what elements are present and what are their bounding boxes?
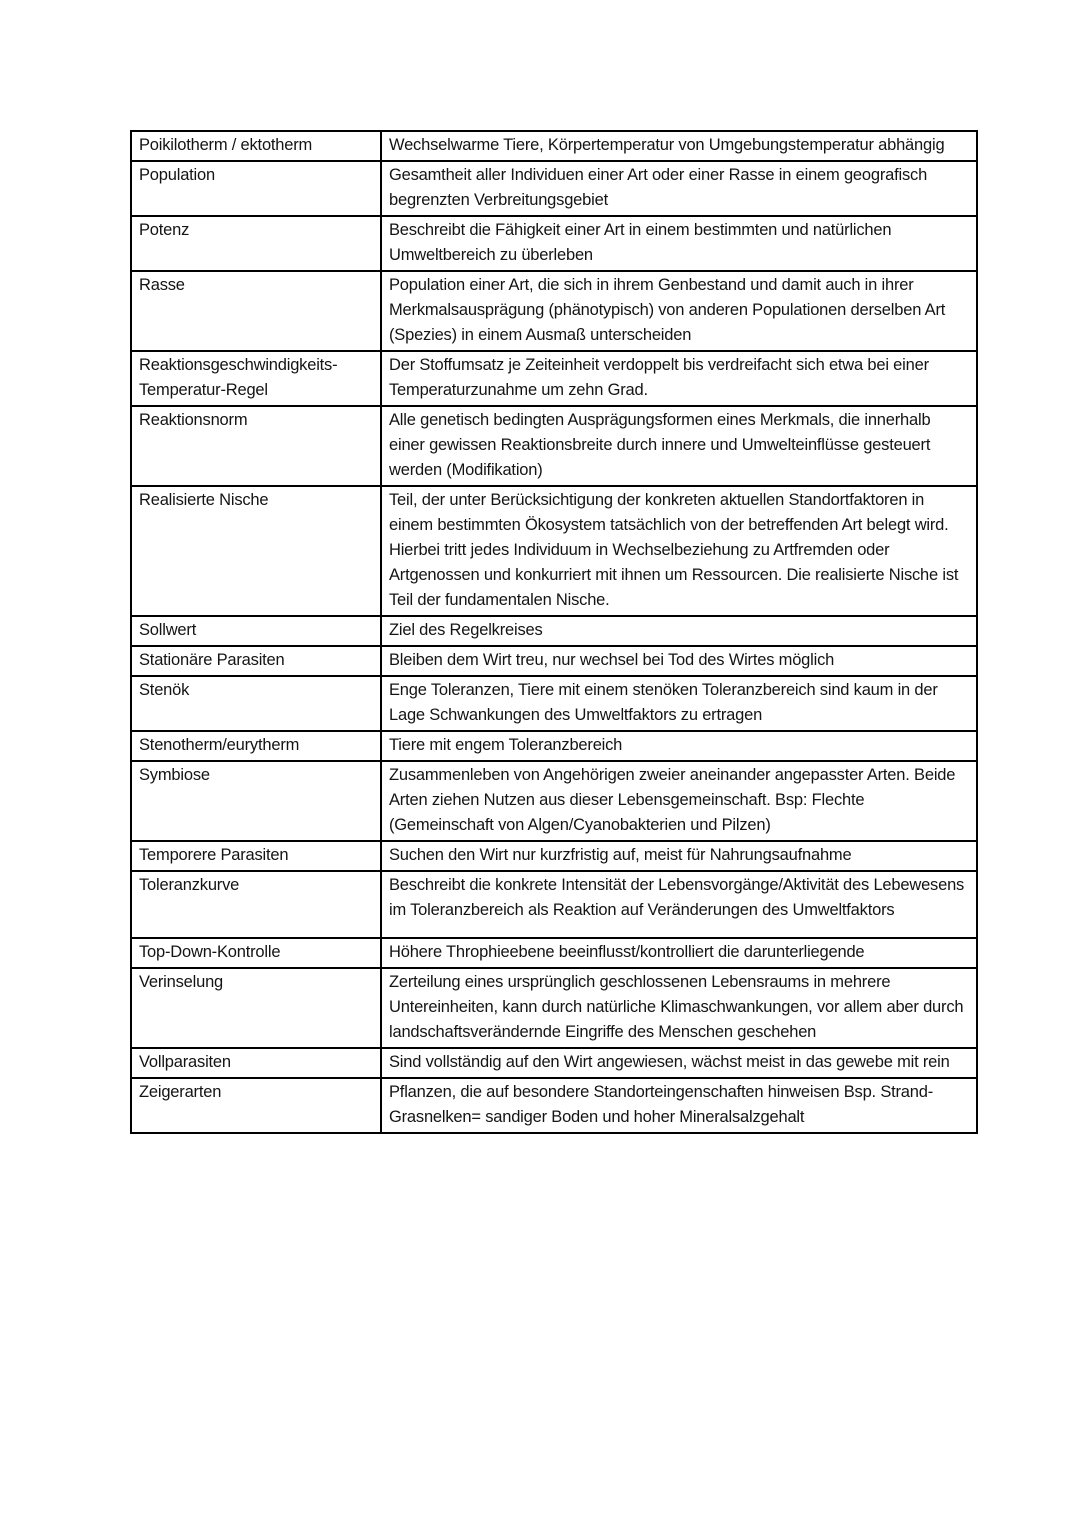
table-row [131,1048,977,1078]
definition-cell: Beschreibt die Fähigkeit einer Art in einem bestimmten und natürlichen Umweltbereich zu überleben [381,216,977,271]
definition-cell: Höhere Throphieebene beeinflusst/kontrolliert die darunterliegende [381,938,977,968]
table-row [131,216,977,271]
term-cell: Symbiose [131,761,381,841]
definition-cell: Wechselwarme Tiere, Körpertemperatur von Umgebungstemperatur abhängig [381,131,977,161]
table-row [131,486,977,616]
definition-cell: Enge Toleranzen, Tiere mit einem stenöken Toleranzbereich sind kaum in der Lage Schwankungen des Umweltfaktors zu ertragen [381,676,977,731]
term-cell: Top-Down-Kontrolle [131,938,381,968]
table-row [131,938,977,968]
term-cell: Reaktionsgeschwindigkeits-Temperatur-Regel [131,351,381,406]
definition-cell: Beschreibt die konkrete Intensität der Lebensvorgänge/Aktivität des Lebewesens im Toleranzbereich als Reaktion auf Veränderungen des Umweltfaktors [381,871,977,938]
table-row [131,871,977,938]
table-row [131,676,977,731]
definition-cell: Pflanzen, die auf besondere Standorteingenschaften hinweisen Bsp. Strand-Grasnelken= sandiger Boden und hoher Mineralsalzgehalt [381,1078,977,1133]
definition-cell: Gesamtheit aller Individuen einer Art oder einer Rasse in einem geografisch begrenzten Verbreitungsgebiet [381,161,977,216]
table-row [131,616,977,646]
table-row [131,161,977,216]
term-cell: Reaktionsnorm [131,406,381,486]
table-row [131,406,977,486]
term-cell: Rasse [131,271,381,351]
term-cell: Toleranzkurve [131,871,381,938]
term-cell: Temporere Parasiten [131,841,381,871]
definition-cell: Ziel des Regelkreises [381,616,977,646]
term-cell: Stenotherm/eurytherm [131,731,381,761]
table-row [131,131,977,161]
definition-cell: Population einer Art, die sich in ihrem Genbestand und damit auch in ihrer Merkmalsausprägung (phänotypisch) von anderen Populationen derselben Art (Spezies) in einem Ausmaß unterscheiden [381,271,977,351]
term-cell: Population [131,161,381,216]
table-row [131,841,977,871]
definition-cell: Alle genetisch bedingten Ausprägungsformen eines Merkmals, die innerhalb einer gewissen Reaktionsbreite durch innere und Umwelteinflüsse gesteuert werden (Modifikation) [381,406,977,486]
definition-cell: Teil, der unter Berücksichtigung der konkreten aktuellen Standortfaktoren in einem bestimmten Ökosystem tatsächlich von der betreffenden Art belegt wird. Hierbei tritt jedes Individuum in Wechselbeziehung zu Artfremden oder Artgenossen und konkurriert mit ihnen um Ressourcen. Die realisierte Nische ist Teil der fundamentalen Nische. [381,486,977,616]
term-cell: Vollparasiten [131,1048,381,1078]
table-row [131,968,977,1048]
definition-cell: Zusammenleben von Angehörigen zweier aneinander angepasster Arten. Beide Arten ziehen Nutzen aus dieser Lebensgemeinschaft. Bsp: Flechte (Gemeinschaft von Algen/Cyanobakterien und Pilzen) [381,761,977,841]
table-row [131,646,977,676]
definition-cell: Tiere mit engem Toleranzbereich [381,731,977,761]
term-cell: Verinselung [131,968,381,1048]
term-cell: Poikilotherm / ektotherm [131,131,381,161]
term-cell: Potenz [131,216,381,271]
definition-cell: Der Stoffumsatz je Zeiteinheit verdoppelt bis verdreifacht sich etwa bei einer Temperaturzunahme um zehn Grad. [381,351,977,406]
table-row [131,761,977,841]
term-cell: Sollwert [131,616,381,646]
glossary-table-body [131,131,977,1133]
glossary-table [130,130,978,1134]
term-cell: Stenök [131,676,381,731]
definition-cell: Sind vollständig auf den Wirt angewiesen, wächst meist in das gewebe mit rein [381,1048,977,1078]
table-row [131,351,977,406]
table-row [131,271,977,351]
definition-cell: Suchen den Wirt nur kurzfristig auf, meist für Nahrungsaufnahme [381,841,977,871]
definition-cell: Zerteilung eines ursprünglich geschlossenen Lebensraums in mehrere Untereinheiten, kann durch natürliche Klimaschwankungen, vor allem aber durch landschaftsverändernde Eingriffe des Menschen geschehen [381,968,977,1048]
table-row [131,731,977,761]
table-row [131,1078,977,1133]
term-cell: Zeigerarten [131,1078,381,1133]
definition-cell: Bleiben dem Wirt treu, nur wechsel bei Tod des Wirtes möglich [381,646,977,676]
term-cell: Stationäre Parasiten [131,646,381,676]
term-cell: Realisierte Nische [131,486,381,616]
